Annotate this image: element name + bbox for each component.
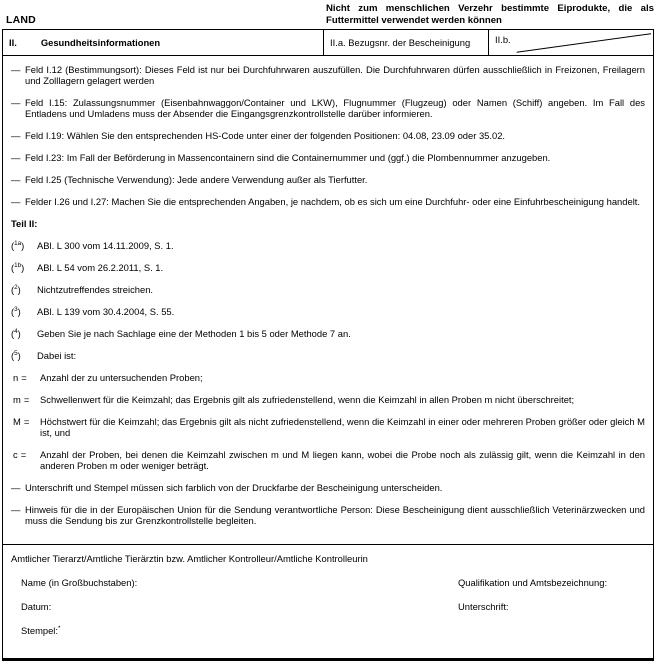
dash-marker: —: [11, 504, 21, 515]
footnote-text: ABl. L 139 vom 30.4.2004, S. 55.: [37, 306, 175, 317]
dash-marker: —: [11, 64, 21, 75]
dash-marker: —: [11, 152, 21, 163]
field-note-i19: [11, 130, 645, 141]
footnote-1b: [11, 262, 645, 273]
field-note-text: Feld I.15: Zulassungsnummer (Eisenbahnwaggon/Container und LKW), Flugnummer (Flugzeug) oder Namen (Schiff) angeben. Im Fall des Entladens und Umladens muss der Absender die Eingangsgrenzkontrollstelle darüber informieren.: [25, 97, 645, 119]
signature-label: Unterschrift:: [458, 601, 509, 612]
definition-c: [11, 449, 645, 471]
footnote-marker: ($^5$): [11, 349, 21, 361]
iib-cell: [489, 30, 653, 55]
definition-text: Anzahl der zu untersuchenden Proben;: [40, 372, 203, 383]
section-ii-row: [2, 29, 654, 56]
dash-marker: —: [11, 97, 21, 108]
field-note-i26-i27: [11, 196, 645, 207]
page-header: [0, 0, 656, 28]
part-ii-heading: Teil II:: [11, 218, 38, 229]
country-label: LAND: [6, 14, 36, 26]
definition-text: Anzahl der Proben, bei denen die Keimzahl zwischen m und M liegen kann, wobei die Probe noch als zulässig gilt, wenn die Keimzahl in den anderen Proben m oder weniger beträgt.: [40, 449, 645, 471]
product-title: Nicht zum menschlichen Verzehr bestimmte Eiprodukte, die als Futtermittel verwendet werden können: [326, 3, 654, 26]
footnote-marker: ($^4$): [11, 327, 21, 339]
footnote-marker: ($^{1b}$): [11, 261, 25, 273]
closing-note-eu-person: [11, 504, 645, 526]
definition-m: [11, 394, 645, 405]
footnote-3: [11, 306, 645, 317]
closing-note-text: Unterschrift und Stempel müssen sich farblich von der Druckfarbe der Bescheinigung unterscheiden.: [25, 482, 443, 493]
official-title: Amtlicher Tierarzt/Amtliche Tierärztin bzw. Amtlicher Kontrolleur/Amtliche Kontrolleurin: [11, 553, 368, 564]
field-note-text: Felder I.26 und I.27: Machen Sie die entsprechenden Angaben, je nachdem, ob es sich um eine Durchfuhr- oder eine Einfuhrbescheinigung handelt.: [25, 196, 640, 207]
iib-label: II.b.: [495, 34, 511, 45]
definition-marker: M =: [13, 416, 30, 427]
footnote-text: Dabei ist:: [37, 350, 77, 361]
notes-box: [2, 55, 654, 545]
stamp-label: Stempel:*: [21, 624, 61, 636]
definition-n: [11, 372, 645, 383]
field-note-text: Feld I.19: Wählen Sie den entsprechenden HS-Code unter einer der folgenden Positionen: 04.08, 23.09 oder 35.02.: [25, 130, 506, 141]
name-qualification-row: [11, 577, 645, 588]
definition-text: Höchstwert für die Keimzahl; das Ergebnis gilt als nicht zufriedenstellend, wenn die Keimzahl in einer oder mehreren Proben größer oder gleich M ist, und: [40, 416, 645, 438]
name-label: Name (in Großbuchstaben):: [21, 577, 138, 588]
field-note-i15: [11, 97, 645, 119]
field-note-i25: [11, 174, 645, 185]
closing-note-signature-stamp: [11, 482, 645, 493]
dash-marker: —: [11, 130, 21, 141]
footnote-marker: ($^2$): [11, 283, 21, 295]
footnote-4: [11, 328, 645, 339]
field-note-i12: [11, 64, 645, 86]
stamp-row: [11, 625, 645, 636]
diagonal-strike-line: [489, 30, 653, 55]
footnote-text: ABl. L 300 vom 14.11.2009, S. 1.: [37, 240, 174, 251]
footnote-text: ABl. L 54 vom 26.2.2011, S. 1.: [37, 262, 164, 273]
field-note-text: Feld I.12 (Bestimmungsort): Dieses Feld ist nur bei Durchfuhrwaren auszufüllen. Die Durchfuhrwaren dürfen ausschließlich in Freizonen, Freilagern und Zolllagern gelagert werden: [25, 64, 645, 86]
definition-M: [11, 416, 645, 438]
field-note-i23: [11, 152, 645, 163]
definition-marker: m =: [13, 394, 30, 405]
footnote-marker: ($^{1a}$): [11, 239, 25, 251]
footnote-5: [11, 350, 645, 361]
reference-number-cell: [323, 30, 489, 55]
signature-box: [2, 544, 654, 661]
definition-text: Schwellenwert für die Keimzahl; das Ergebnis gilt als zufriedenstellend, wenn die Keimzahl in allen Proben m nicht überschreitet;: [40, 394, 575, 405]
section-title: Gesundheitsinformationen: [40, 37, 161, 48]
closing-note-text: Hinweis für die in der Europäischen Union für die Sendung verantwortliche Person: Diese Bescheinigung dient ausschließlich Veterinärzwecken und muss die Sendung bis zur Grenzkontrollstelle begleiten.: [25, 504, 645, 526]
date-signature-row: [11, 601, 645, 612]
dash-marker: —: [11, 196, 21, 207]
footnote-2: [11, 284, 645, 295]
footnote-1a: [11, 240, 645, 251]
dash-marker: —: [11, 482, 21, 493]
footnote-marker: ($^3$): [11, 305, 21, 317]
reference-number-label: II.a. Bezugsnr. der Bescheinigung: [330, 37, 471, 48]
date-label: Datum:: [21, 601, 52, 612]
section-number: II.: [9, 37, 17, 48]
definition-marker: c =: [13, 449, 27, 460]
definition-marker: n =: [13, 372, 27, 383]
footnote-text: Nichtzutreffendes streichen.: [37, 284, 154, 295]
section-ii-cell: [3, 30, 323, 55]
field-note-text: Feld I.25 (Technische Verwendung): Jede andere Verwendung außer als Tierfutter.: [25, 174, 368, 185]
field-note-text: Feld I.23: Im Fall der Beförderung in Massencontainern sind die Containernummer und (ggf.) die Plombennummer anzugeben.: [25, 152, 551, 163]
dash-marker: —: [11, 174, 21, 185]
qualification-label: Qualifikation und Amtsbezeichnung:: [458, 577, 608, 588]
footnote-text: Geben Sie je nach Sachlage eine der Methoden 1 bis 5 oder Methode 7 an.: [37, 328, 351, 339]
